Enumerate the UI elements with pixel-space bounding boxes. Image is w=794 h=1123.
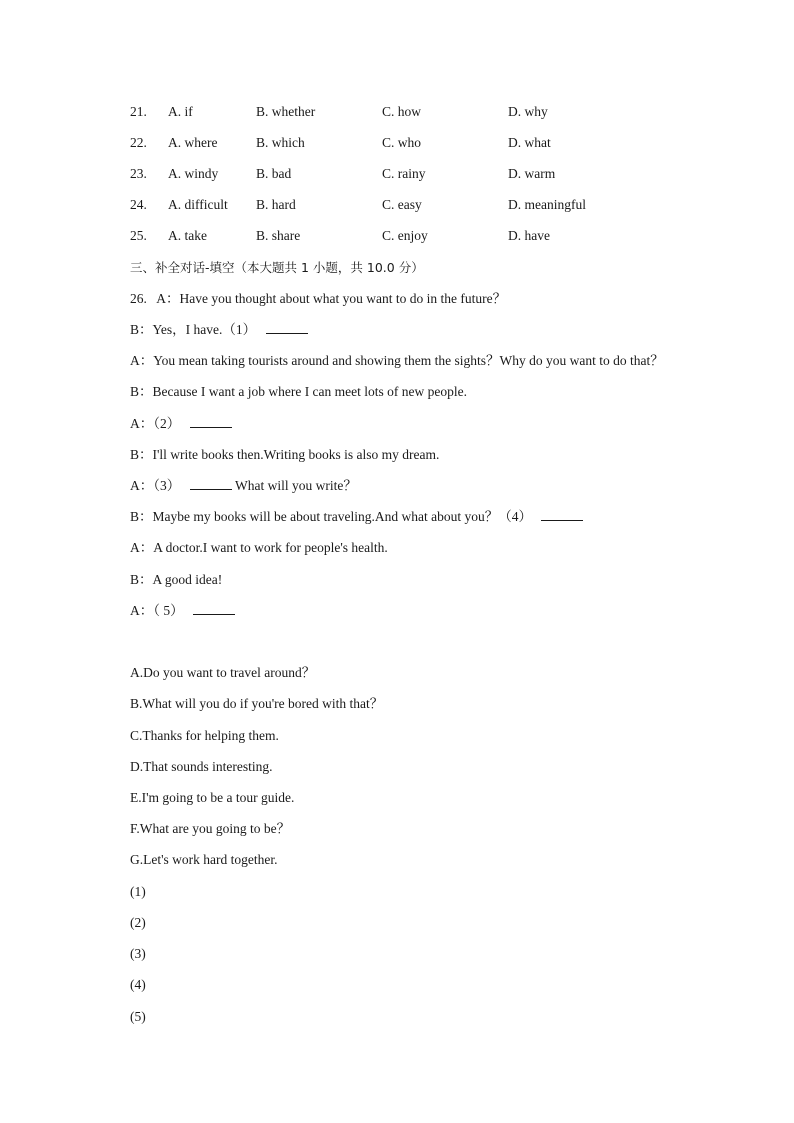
option-d: D. meaningful (508, 197, 586, 212)
option-item: E.I'm going to be a tour guide. (130, 790, 295, 805)
option-c: C. easy (382, 197, 422, 212)
dialogue-line (130, 414, 232, 434)
option-d: D. what (508, 135, 551, 150)
dialogue-text: A：（3） (130, 478, 181, 493)
option-c: C. who (382, 135, 422, 150)
question-number: 24. (130, 197, 147, 212)
dialogue-text: B：Yes，I have.（1） (130, 322, 257, 337)
question-number: 26. (130, 291, 147, 306)
option-b: B. bad (256, 166, 292, 181)
dialogue-text: B：I'll write books then.Writing books is also my dream. (130, 447, 440, 462)
option-c: C. how (382, 104, 422, 119)
dialogue-line (130, 320, 308, 340)
dialogue-line (130, 351, 664, 371)
dialogue-line (130, 476, 357, 496)
option-b: B. share (256, 228, 301, 243)
answer-slot[interactable]: (3) (130, 946, 146, 961)
option-d: D. why (508, 104, 548, 119)
dialogue-line (130, 382, 467, 402)
option-item: C.Thanks for helping them. (130, 728, 279, 743)
dialogue-text: A：You mean taking tourists around and showing them the sights？Why do you want to do that？ (130, 353, 664, 368)
question-number: 23. (130, 166, 147, 181)
question-number: 22. (130, 135, 147, 150)
option-a: A. where (168, 135, 218, 150)
answer-slot[interactable]: (2) (130, 915, 146, 930)
answer-blank[interactable] (266, 320, 308, 334)
answer-blank[interactable] (190, 476, 232, 490)
option-a: A. difficult (168, 197, 228, 212)
dialogue-line (130, 507, 583, 527)
option-d: D. have (508, 228, 550, 243)
option-a: A. take (168, 228, 207, 243)
choice-row-21 (130, 102, 750, 122)
option-item: F.What are you going to be？ (130, 821, 291, 836)
option-b: B. hard (256, 197, 296, 212)
question-number: 21. (130, 104, 147, 119)
option-item: A.Do you want to travel around？ (130, 665, 316, 680)
dialogue-line (130, 538, 388, 558)
choice-row-23 (130, 164, 750, 184)
answer-blank[interactable] (541, 507, 583, 521)
option-a: A. if (168, 104, 193, 119)
answer-blank[interactable] (190, 414, 232, 428)
choice-row-24 (130, 195, 750, 215)
option-item: D.That sounds interesting. (130, 759, 273, 774)
dialogue-line (130, 445, 439, 465)
answer-slot[interactable]: (5) (130, 1009, 146, 1024)
dialogue-text-after: What will you write？ (235, 478, 357, 493)
option-b: B. which (256, 135, 305, 150)
option-c: C. enjoy (382, 228, 428, 243)
dialogue-text: B：Because I want a job where I can meet lots of new people. (130, 384, 468, 399)
option-item: G.Let's work hard together. (130, 852, 278, 867)
dialogue-text: A：Have you thought about what you want to do in the future？ (156, 291, 507, 306)
answer-blank[interactable] (193, 601, 235, 615)
dialogue-text: A：A doctor.I want to work for people's health. (130, 540, 388, 555)
option-item: B.What will you do if you're bored with that？ (130, 696, 384, 711)
option-b: B. whether (256, 104, 316, 119)
choice-row-25 (130, 226, 750, 246)
option-c: C. rainy (382, 166, 426, 181)
dialogue-text: B：Maybe my books will be about traveling.And what about you？（4） (130, 509, 532, 524)
dialogue-text: A：（2） (130, 416, 181, 431)
option-a: A. windy (168, 166, 219, 181)
dialogue-line (130, 570, 222, 590)
section-title: 三、补全对话-填空（本大题共 1 小题，共 10.0 分） (130, 260, 424, 275)
question-number: 25. (130, 228, 147, 243)
dialogue-line (130, 601, 235, 621)
option-d: D. warm (508, 166, 556, 181)
answer-slot[interactable]: (4) (130, 977, 146, 992)
dialogue-text: A：（ 5） (130, 603, 184, 618)
answer-slot[interactable]: (1) (130, 884, 146, 899)
dialogue-text: B：A good idea! (130, 572, 223, 587)
choice-row-22 (130, 133, 750, 153)
dialogue-line (130, 289, 506, 309)
